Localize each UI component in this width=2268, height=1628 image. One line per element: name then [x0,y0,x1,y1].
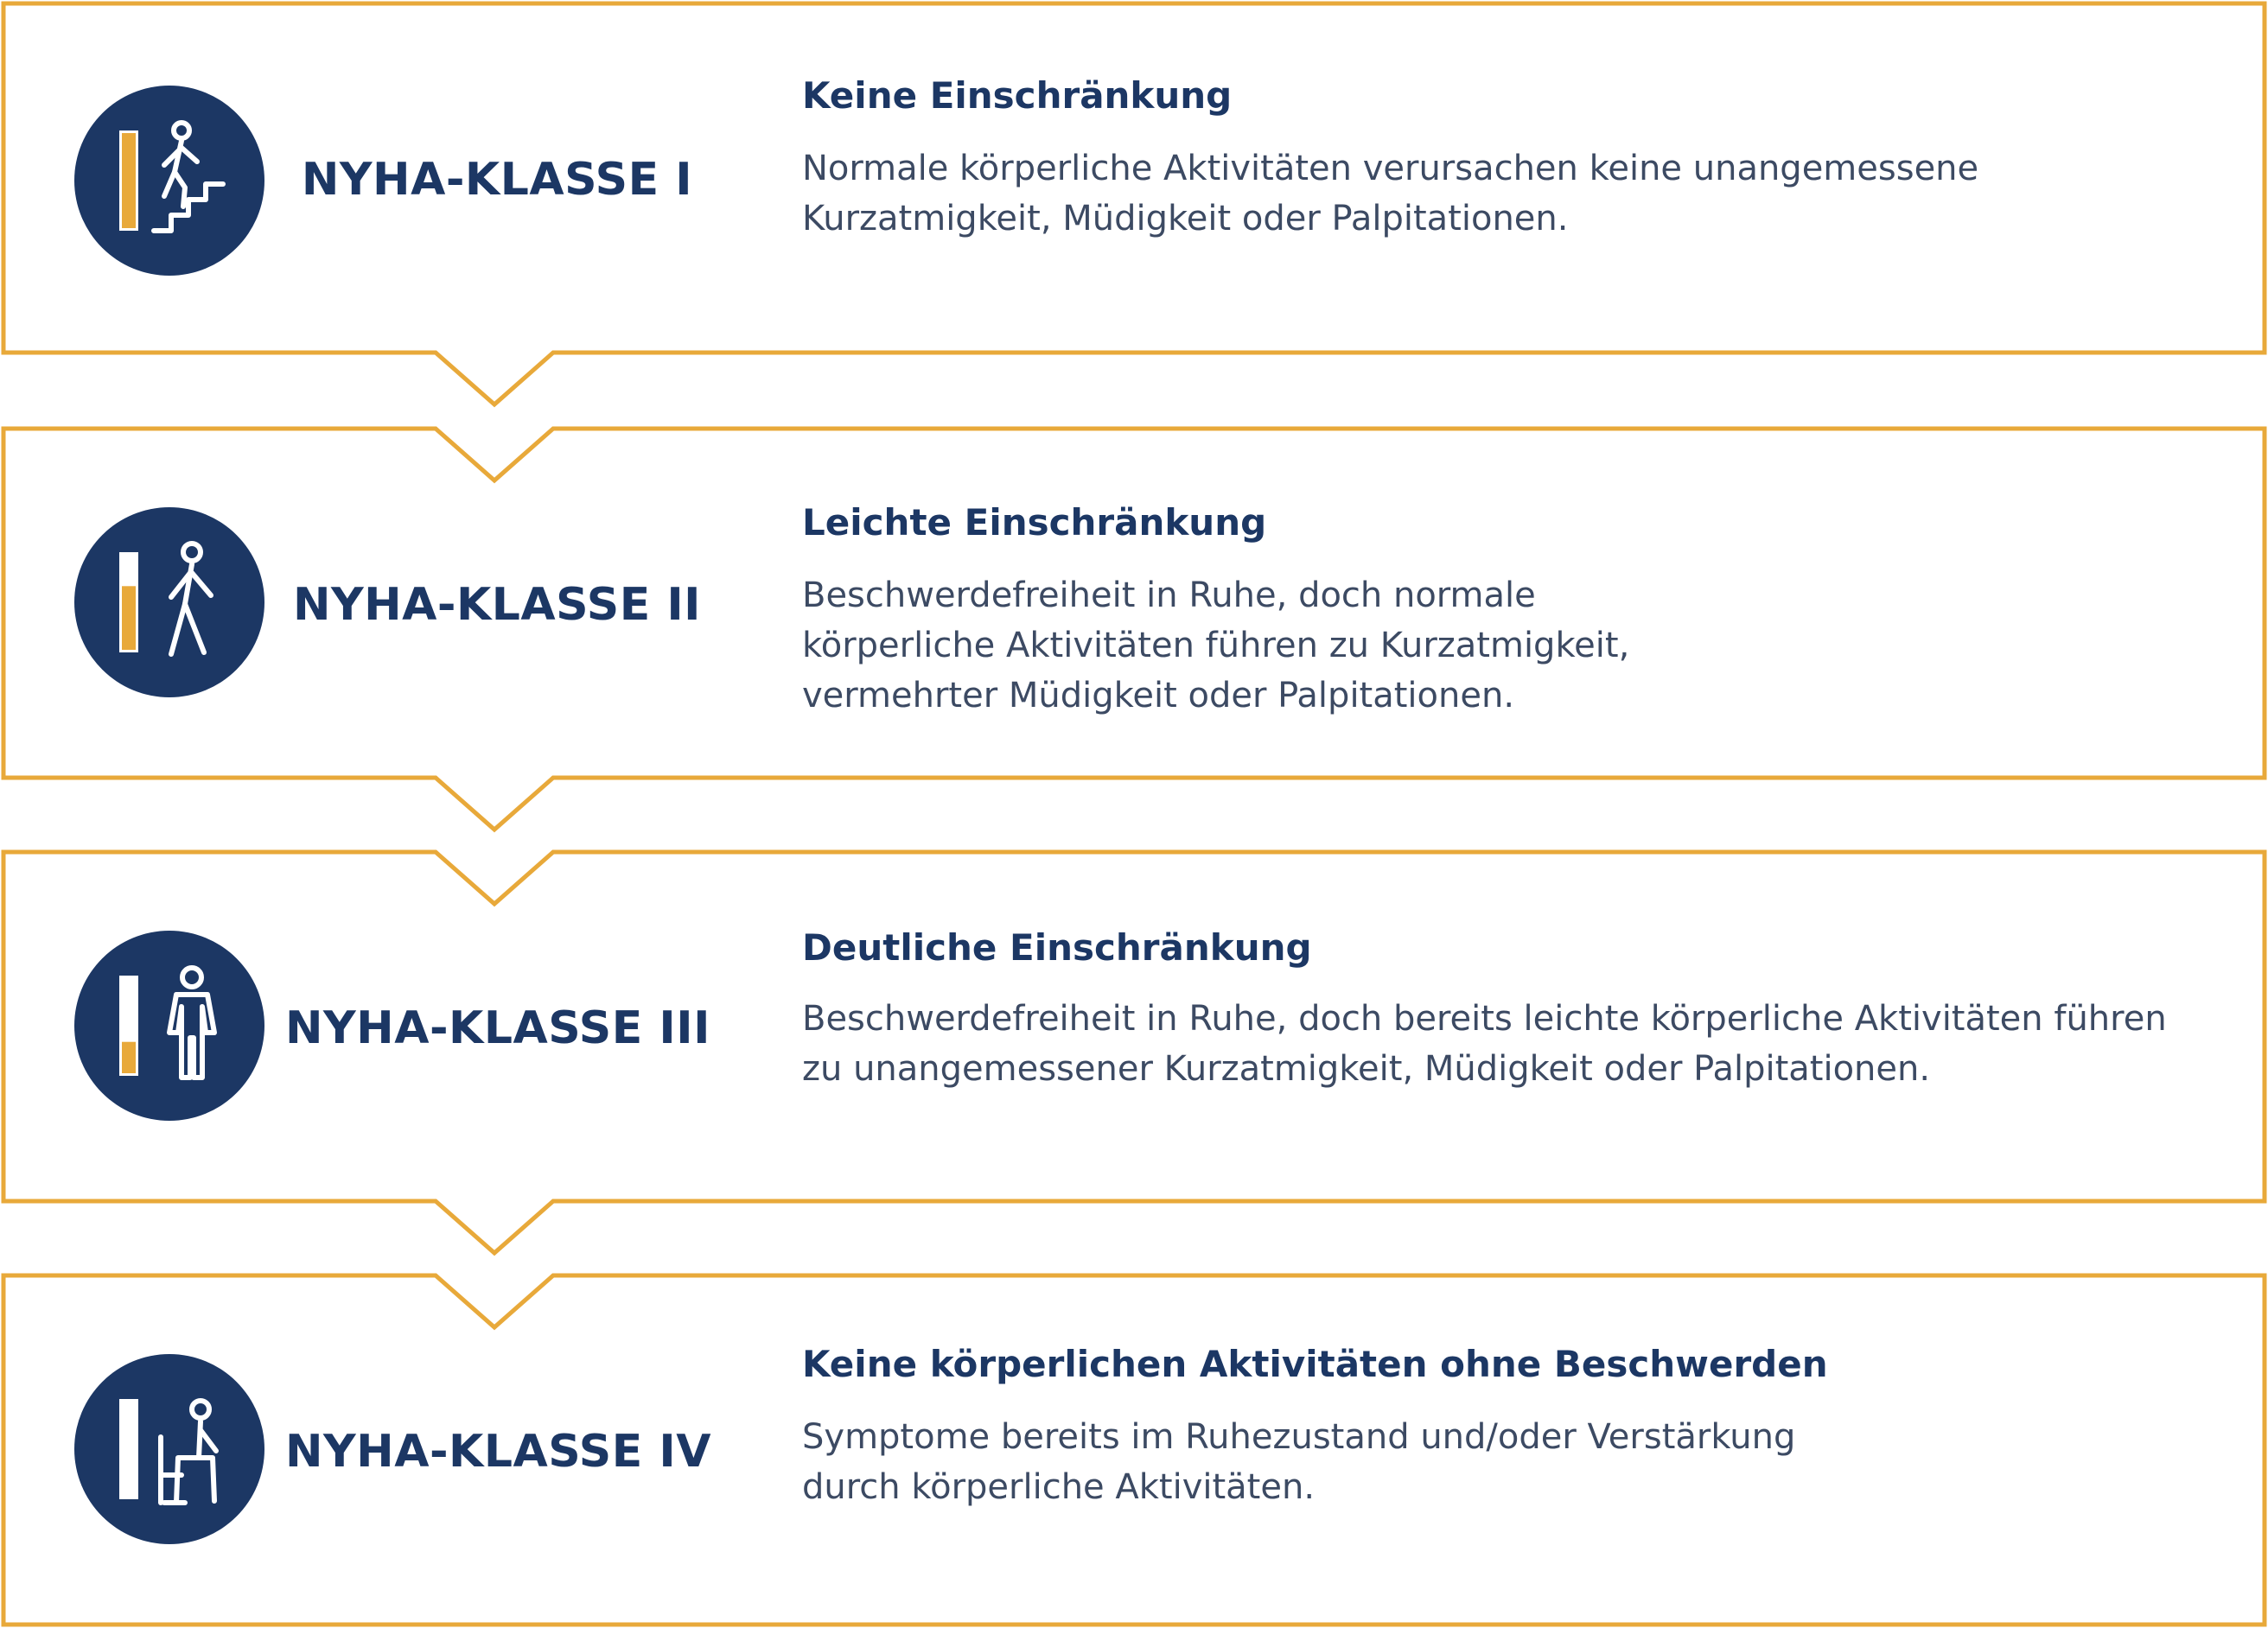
activity-level-bar [122,1042,136,1073]
description-line: vermehrter Müdigkeit oder Palpitationen. [802,676,1515,715]
nyha-class-2-row [0,429,2268,778]
nyha-class-4-row [0,1275,2268,1625]
description-line: körperliche Aktivitäten führen zu Kurzatmigkeit, [802,626,1630,665]
standing-person-icon [74,931,264,1121]
class-label: NYHA-KLASSE III [285,1002,710,1054]
nyha-class-1-row [0,0,2268,353]
description-line: Symptome bereits im Ruhezustand und/oder Verstärkung [802,1417,1796,1457]
class-description [802,570,2220,721]
class-label: NYHA-KLASSE II [292,579,702,631]
class-title: Leichte Einschränkung [802,501,1267,544]
description-line: Kurzatmigkeit, Müdigkeit oder Palpitationen. [802,199,1569,238]
description-line: Beschwerdefreiheit in Ruhe, doch bereits leichte körperliche Aktivitäten führen [802,999,2167,1039]
class-description [802,1412,2220,1512]
walking-person-icon [74,507,264,697]
stairs-climbing-icon [74,86,264,276]
class-title: Keine körperlichen Aktivitäten ohne Beschwerden [802,1343,1828,1385]
class-description [802,143,2220,244]
seated-person-icon [74,1354,264,1544]
nyha-class-3-row [0,852,2268,1201]
class-label: NYHA-KLASSE IV [285,1426,711,1478]
class-title: Deutliche Einschränkung [802,926,1312,969]
activity-level-bar [122,586,136,650]
description-line: Normale körperliche Aktivitäten verursachen keine unangemessene [802,149,1979,188]
class-description [802,994,2220,1094]
class-label: NYHA-KLASSE I [301,154,693,206]
description-line: Beschwerdefreiheit in Ruhe, doch normale [802,576,1536,615]
description-line: durch körperliche Aktivitäten. [802,1467,1316,1507]
description-line: zu unangemessener Kurzatmigkeit, Müdigkeit oder Palpitationen. [802,1049,1931,1089]
activity-level-bar [122,133,136,228]
class-title: Keine Einschränkung [802,74,1233,117]
